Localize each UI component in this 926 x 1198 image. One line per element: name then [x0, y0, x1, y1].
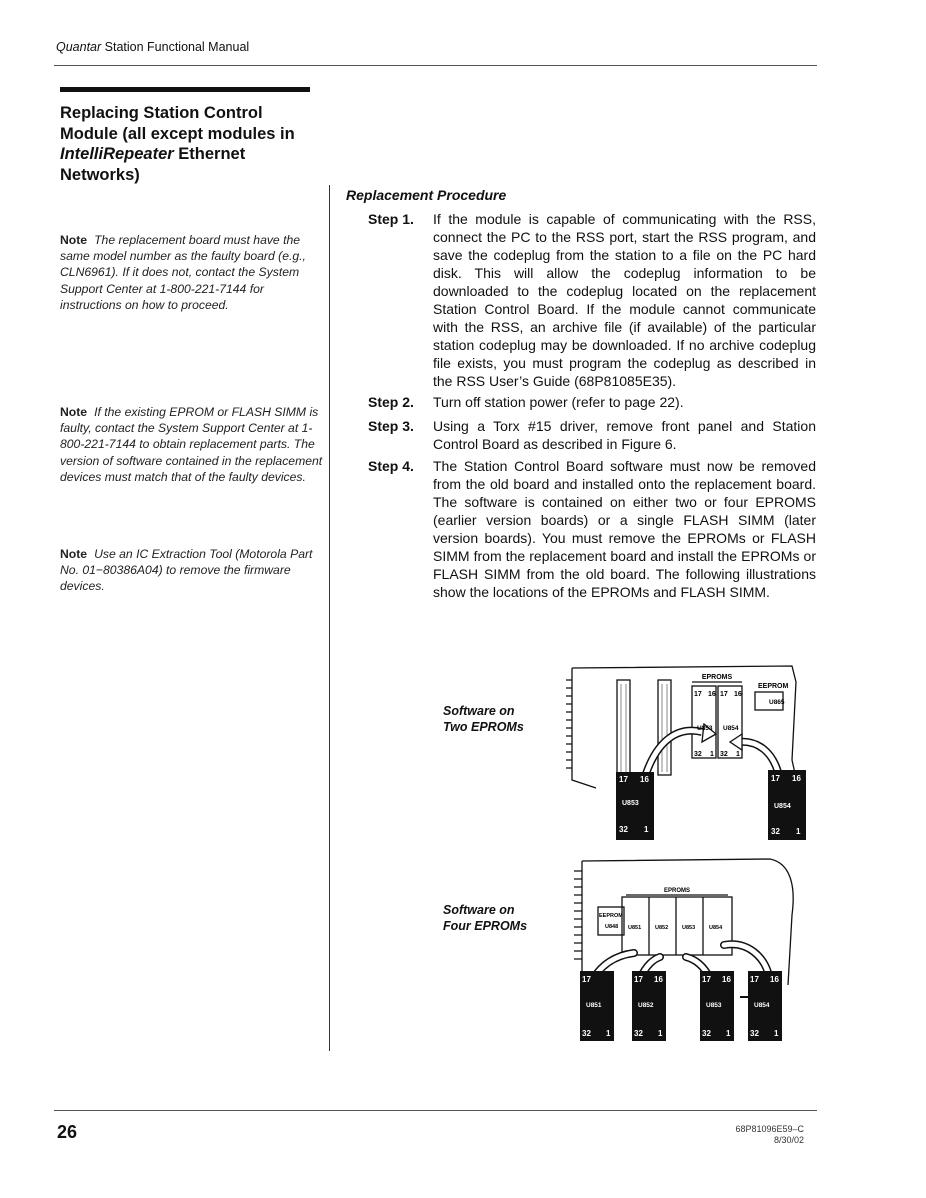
step-text: Using a Torx #15 driver, remove front panel and Station Control Board as described in Figure 6.: [433, 418, 816, 452]
step-text: The Station Control Board software must now be removed from the old board and installed onto the replacement board. The software is contained on either two or four EPROMS (earlier version boards) or a single FLASH SIMM (later version boards). You must remove the EPROMs or FLASH SIMM from the replacement board and install the EPROMs or FLASH SIMM from the old board. The following illustrations show the locations of the EPROMs and FLASH SIMM.: [433, 458, 816, 600]
document-number: [700, 1124, 804, 1146]
figure2-four-eproms-diagram: [560, 855, 810, 1045]
socket-pin16: 16: [708, 691, 716, 698]
socket-chip-label: U851: [628, 925, 642, 931]
chip-pin16: 16: [792, 774, 801, 783]
socket-chip-label: U852: [655, 925, 669, 931]
chip-pin1: 1: [644, 825, 649, 834]
step-label: Step 1.: [368, 211, 414, 227]
chip-label: U854: [774, 803, 791, 810]
chip-label: U854: [754, 1002, 770, 1009]
figure1-caption: [443, 703, 524, 735]
socket-chip-label: U854: [723, 725, 739, 732]
eeprom-socket: [598, 907, 624, 935]
socket-chip-label: U853: [697, 725, 713, 732]
chip-pin17: 17: [582, 975, 591, 984]
section-title-part2: Ethernet Networks): [60, 145, 246, 184]
chip-pin32: 32: [619, 825, 628, 834]
step-2: [340, 393, 816, 411]
chip-pin1: 1: [796, 827, 801, 836]
socket-chip-label: U853: [682, 925, 696, 931]
chip-label: U852: [638, 1002, 654, 1009]
doc-number: 68P81096E59–C: [735, 1124, 804, 1134]
step-3: [340, 417, 816, 453]
chip-pin1: 1: [726, 1029, 731, 1038]
step-text: Turn off station power (refer to page 22).: [433, 394, 684, 410]
caption-line: Four EPROMs: [443, 919, 528, 933]
edge-connector-pins: [566, 680, 572, 768]
socket-pin17: 17: [720, 691, 728, 698]
step-4: [340, 457, 816, 601]
doc-date: 8/30/02: [773, 1135, 804, 1145]
chip-pin1: 1: [658, 1029, 663, 1038]
chip-pin17: 17: [750, 975, 759, 984]
card-slot: [617, 680, 630, 775]
section-title-italic: IntelliRepeater: [60, 145, 174, 163]
chip-pin32: 32: [634, 1029, 643, 1038]
note-1: [60, 232, 324, 313]
step-1: [340, 210, 816, 390]
note-text: The replacement board must have the same model number as the faulty board (e.g., CLN6961). If it does not, contact the System Support Center at 1-800-221-7144 for instructions on how to proceed.: [60, 233, 306, 312]
insertion-arrows: [590, 944, 770, 985]
caption-line: Software on: [443, 903, 515, 917]
socket-pin1: 1: [710, 751, 714, 758]
section-bar: [60, 87, 310, 92]
note-label: Note: [60, 405, 88, 419]
eeprom-label: EEPROM: [599, 913, 623, 919]
footer-rule: [54, 1110, 817, 1111]
board-edge: [572, 668, 596, 788]
step-text: If the module is capable of communicating with the RSS, connect the PC to the RSS port, start the RSS program, and save the codeplug from the station to a file on the PC hard disk. This will allow the codeplug information to be downloaded to the codeplug located on the replacement Station Control Board. If the module cannot communicate with the RSS, an archive file (if available) of the particular station codeplug may be downloaded. If no archive codeplug file exists, you must program the codeplug as described in the RSS User’s Guide (68P81085E35).: [433, 211, 816, 389]
chip-pin32: 32: [771, 827, 780, 836]
chip-pin16: 16: [722, 975, 731, 984]
chip-label: U853: [706, 1002, 722, 1009]
note-label: Note: [60, 233, 88, 247]
socket-pin32: 32: [694, 751, 702, 758]
socket-pin16: 16: [734, 691, 742, 698]
chip-pin17: 17: [634, 975, 643, 984]
chip-pin32: 32: [750, 1029, 759, 1038]
note-2: [60, 404, 324, 485]
procedure-heading: Replacement Procedure: [346, 187, 507, 203]
column-divider: [329, 185, 330, 1051]
step-label: Step 3.: [368, 418, 414, 434]
eeprom-label: EEPROM: [758, 683, 789, 690]
step-label: Step 4.: [368, 458, 414, 474]
socket-pin1: 1: [736, 751, 740, 758]
caption-line: Software on: [443, 704, 515, 718]
running-header: [56, 40, 249, 54]
chip-pin17: 17: [619, 775, 628, 784]
eproms-label: EPROMS: [663, 888, 691, 894]
chip-pin17: 17: [702, 975, 711, 984]
chip-label: U851: [586, 1002, 602, 1009]
note-text: Use an IC Extraction Tool (Motorola Part No. 01−80386A04) to remove the firmware devices.: [60, 547, 313, 594]
figure1-two-eproms-diagram: [560, 660, 810, 845]
chip-label: U853: [622, 800, 639, 807]
section-title: [60, 103, 322, 185]
chip-pin32: 32: [702, 1029, 711, 1038]
caption-line: Two EPROMs: [443, 720, 524, 734]
chip-pin1: 1: [606, 1029, 611, 1038]
note-label: Note: [60, 547, 88, 561]
chip-pin16: 16: [640, 775, 649, 784]
note-text: If the existing EPROM or FLASH SIMM is faulty, contact the System Support Center at 1-800-221-7144 to obtain replacement parts. The version of software contained in the replacement devices must match that of the faulty devices.: [60, 405, 323, 484]
step-label: Step 2.: [368, 394, 414, 410]
section-title-part1: Replacing Station Control Module (all except modules in: [60, 104, 295, 143]
chip-pin16: 16: [770, 975, 779, 984]
note-3: [60, 546, 324, 595]
socket-pin17: 17: [694, 691, 702, 698]
chip-pin32: 32: [582, 1029, 591, 1038]
header-product: Quantar: [56, 40, 102, 54]
eeprom-chip-label: U848: [605, 924, 619, 930]
chip-pin16: 16: [654, 975, 663, 984]
socket-chip-label: U854: [709, 925, 723, 931]
card-slot: [658, 680, 671, 775]
header-title: Station Functional Manual: [101, 40, 250, 54]
chip-pin17: 17: [771, 774, 780, 783]
socket-pin32: 32: [720, 751, 728, 758]
figure2-caption: [443, 902, 527, 934]
header-rule: [54, 65, 817, 66]
chip-pin1: 1: [774, 1029, 779, 1038]
page-number: 26: [57, 1122, 78, 1142]
card-slot-pins: [621, 684, 667, 772]
edge-connector-pins: [574, 871, 582, 959]
eproms-label: EPROMS: [701, 674, 733, 681]
eeprom-chip-label: U865: [769, 699, 785, 706]
